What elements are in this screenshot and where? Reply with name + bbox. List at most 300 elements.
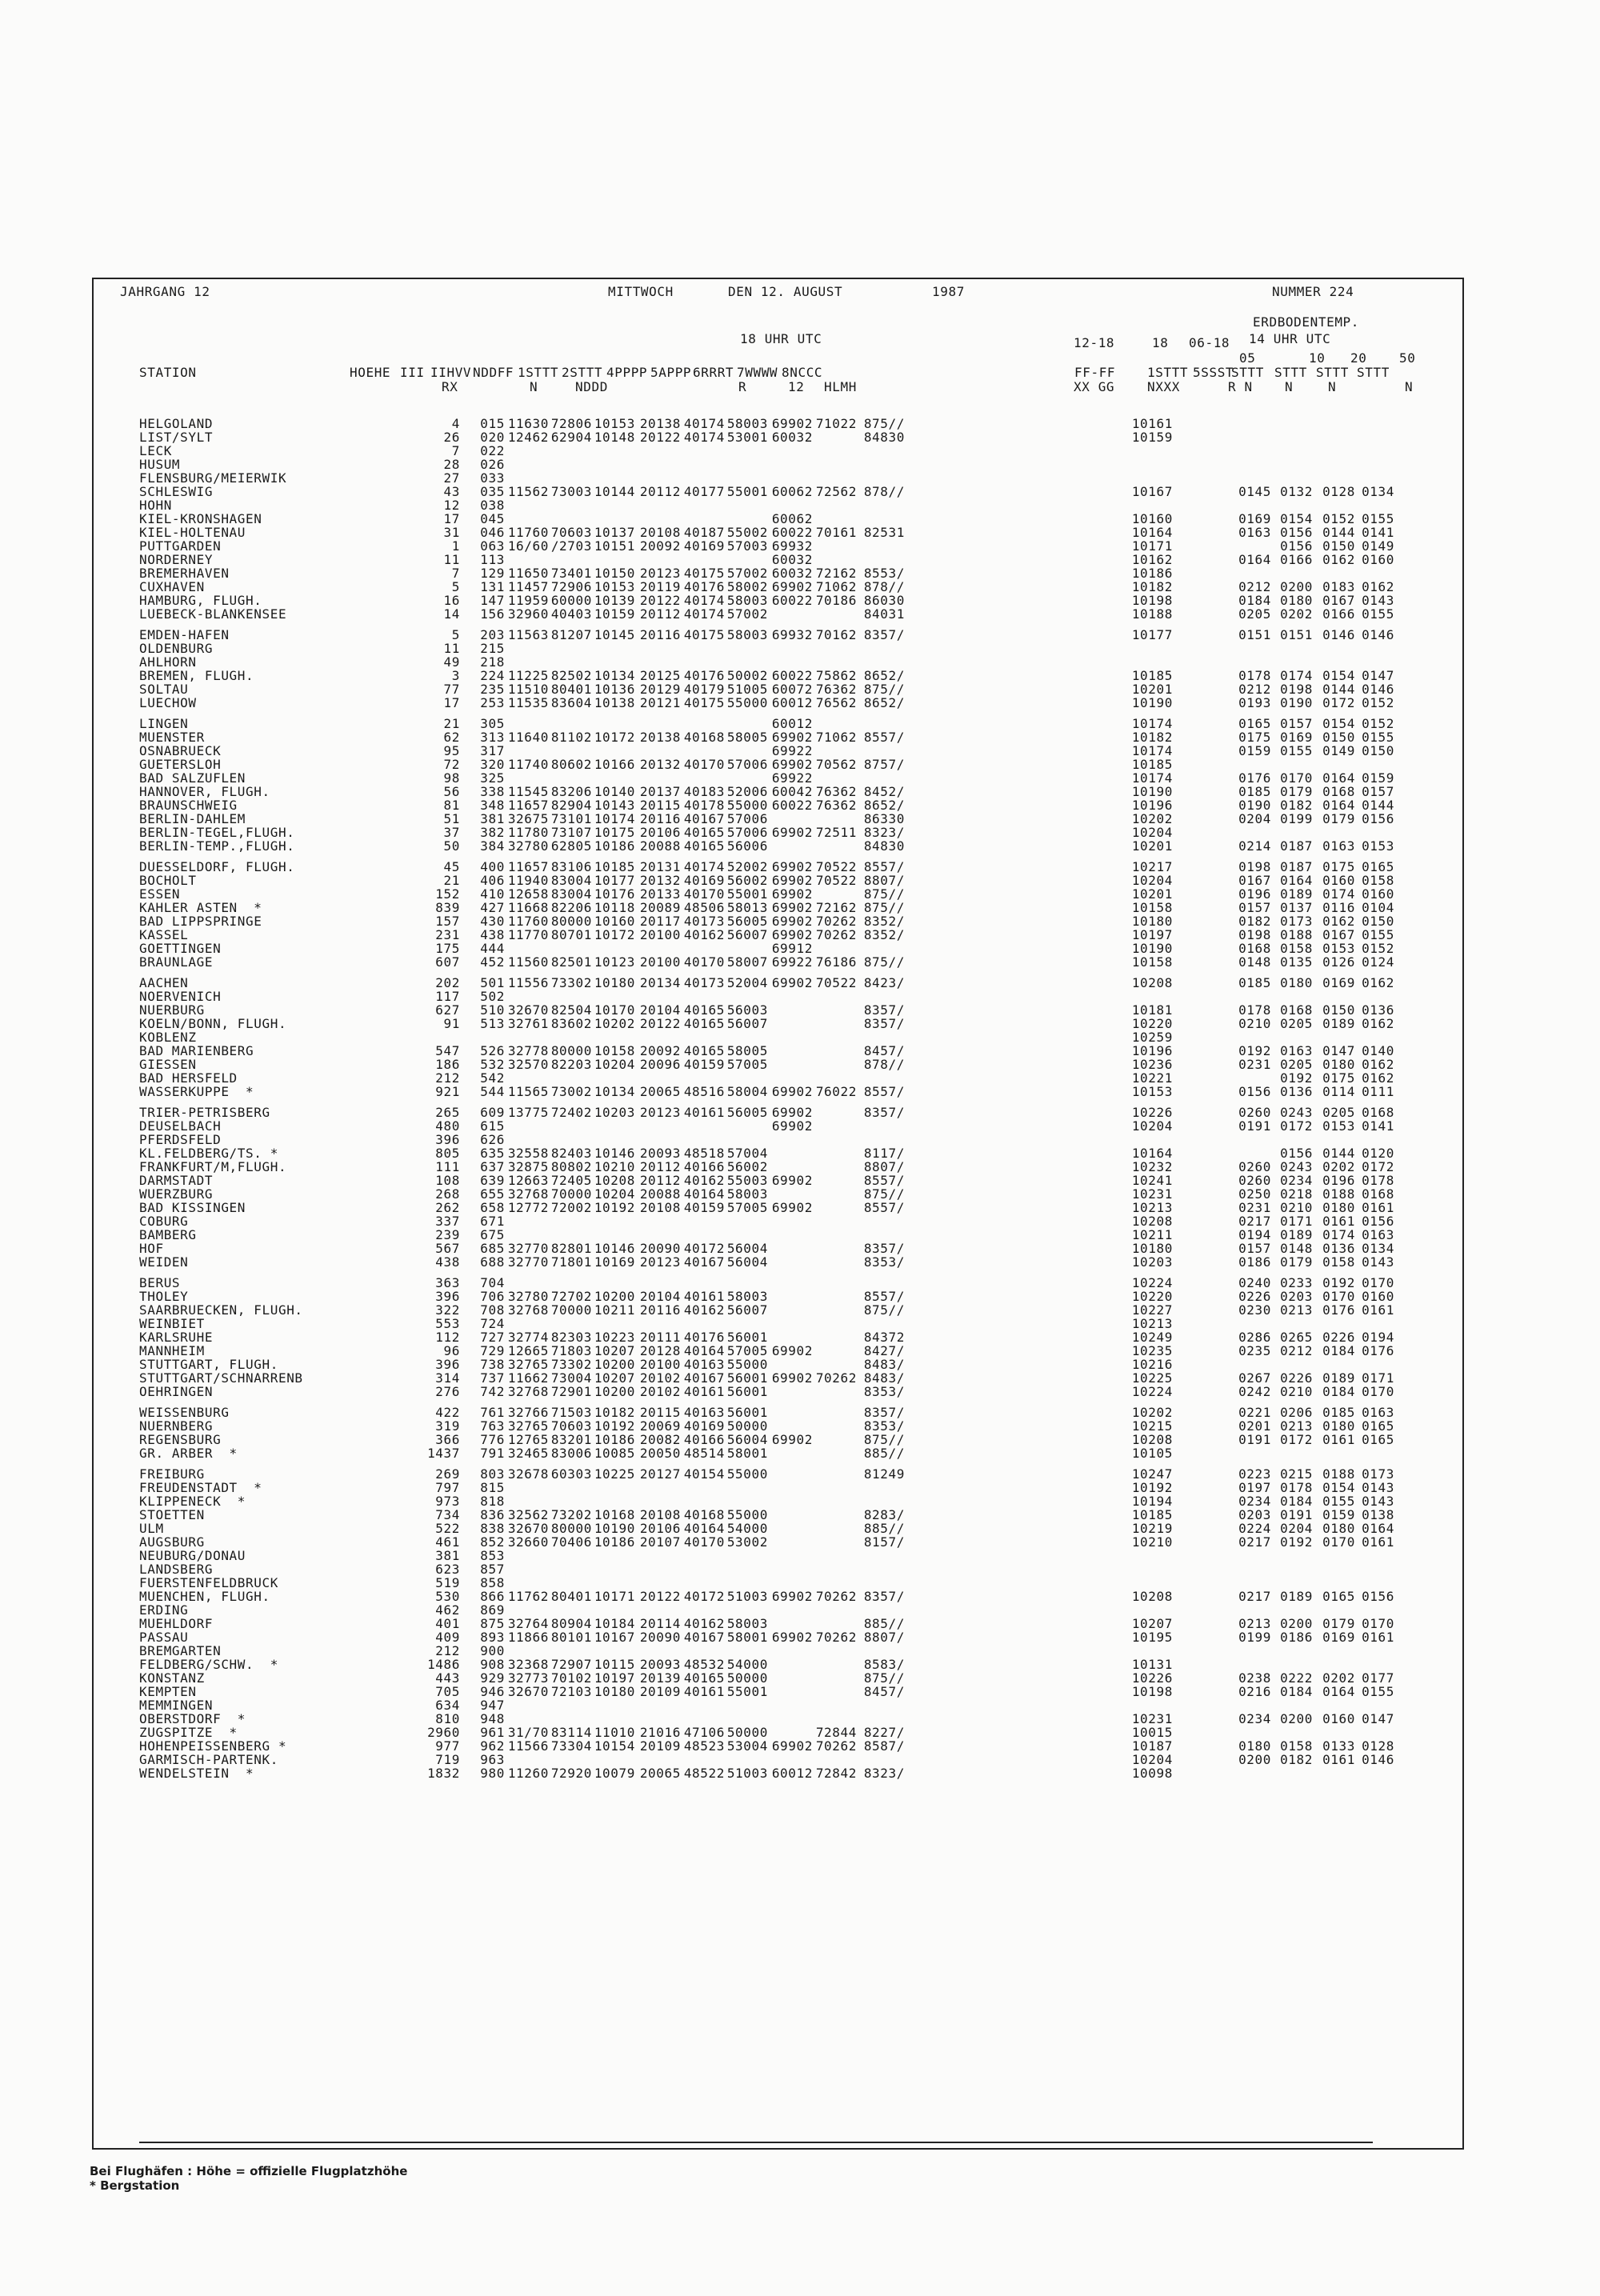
data-cell: 8357/ (863, 1241, 905, 1256)
data-cell: 20092 (639, 538, 681, 554)
data-cell: 0203 (1238, 1507, 1271, 1522)
data-cell: 10227 (1131, 1302, 1173, 1318)
data-cell: 900 (480, 1643, 505, 1658)
data-cell: 0170 (1362, 1616, 1394, 1631)
data-cell: 40175 (683, 566, 725, 581)
data-cell: 0267 (1238, 1370, 1271, 1386)
data-cell: 12665 (507, 1343, 549, 1358)
data-cell: 0154 (1322, 668, 1355, 683)
data-cell: 56001 (726, 1330, 768, 1345)
data-cell: 0172 (1280, 1432, 1313, 1447)
station-name: ERDING (139, 1602, 189, 1618)
data-cell: 84830 (863, 430, 905, 445)
data-cell: 11535 (507, 695, 549, 710)
obs-time-18-utc: 18 UHR UTC (740, 331, 822, 346)
data-cell: 82504 (550, 1002, 592, 1018)
data-cell: 0154 (1322, 716, 1355, 731)
data-cell: 0147 (1362, 668, 1394, 683)
data-cell: 0161 (1362, 1534, 1394, 1550)
data-cell: 0161 (1322, 1432, 1355, 1447)
data-cell: 40165 (683, 1670, 725, 1686)
data-cell: 0178 (1238, 668, 1271, 683)
data-cell: 706 (480, 1289, 505, 1304)
data-cell: 77 (443, 682, 460, 697)
data-cell: 12772 (507, 1200, 549, 1215)
data-cell: 82904 (550, 798, 592, 813)
data-cell: 8483/ (863, 1357, 905, 1372)
station-name: KEMPTEN (139, 1684, 197, 1699)
data-cell: 20115 (639, 798, 681, 813)
data-cell: 0212 (1280, 1343, 1313, 1358)
data-cell: 32765 (507, 1418, 549, 1434)
data-cell: 317 (480, 743, 505, 758)
data-cell: 532 (480, 1057, 505, 1072)
data-cell: 40165 (683, 825, 725, 840)
data-cell: 0162 (1362, 975, 1394, 990)
data-cell: 96 (443, 1343, 460, 1358)
data-cell: 0135 (1280, 954, 1313, 970)
data-cell: 0179 (1280, 784, 1313, 799)
data-cell: 70603 (550, 1418, 592, 1434)
data-cell: 875// (863, 416, 905, 431)
data-cell: 10210 (1131, 1534, 1173, 1550)
data-cell: 0187 (1280, 838, 1313, 854)
station-name: GIESSEN (139, 1057, 197, 1072)
data-cell: 70603 (550, 525, 592, 540)
data-cell: 20123 (639, 1254, 681, 1270)
data-cell: 212 (435, 1070, 460, 1086)
data-cell: 20122 (639, 1589, 681, 1604)
data-cell: 70162 (815, 627, 857, 642)
data-cell: 40169 (683, 873, 725, 888)
data-cell: 10164 (1131, 1146, 1173, 1161)
column-header-subcode: R N (1228, 379, 1253, 394)
data-cell: 526 (480, 1043, 505, 1058)
data-cell: 10153 (1131, 1084, 1173, 1099)
data-cell: 60012 (771, 716, 813, 731)
station-name: NORDERNEY (139, 552, 214, 567)
data-cell: 838 (480, 1521, 505, 1536)
data-cell: 82502 (550, 668, 592, 683)
data-cell: 20125 (639, 668, 681, 683)
data-cell: 70000 (550, 1302, 592, 1318)
data-cell: 0157 (1238, 900, 1271, 915)
data-cell: 0226 (1322, 1330, 1355, 1345)
data-cell: 0172 (1322, 695, 1355, 710)
data-cell: 0162 (1322, 914, 1355, 929)
data-cell: 10225 (594, 1466, 635, 1482)
data-cell: 8357/ (863, 1002, 905, 1018)
station-name: FREIBURG (139, 1466, 205, 1482)
data-cell: 015 (480, 416, 505, 431)
station-name: NOERVENICH (139, 989, 222, 1004)
station-name: BAD MARIENBERG (139, 1043, 254, 1058)
data-cell: 875// (863, 1302, 905, 1318)
data-cell: 0162 (1362, 1016, 1394, 1031)
data-cell: 69902 (771, 873, 813, 888)
data-cell: 0136 (1322, 1241, 1355, 1256)
data-cell: 396 (435, 1132, 460, 1147)
data-cell: 1437 (427, 1446, 460, 1461)
data-cell: 20090 (639, 1241, 681, 1256)
data-cell: 253 (480, 695, 505, 710)
data-cell: 10203 (1131, 1254, 1173, 1270)
data-cell: 727 (480, 1330, 505, 1345)
data-cell: 72402 (550, 1105, 592, 1120)
data-cell: 52006 (726, 784, 768, 799)
data-cell: 0185 (1238, 784, 1271, 799)
data-cell: 10197 (1131, 927, 1173, 942)
data-cell: 10204 (1131, 1118, 1173, 1134)
data-cell: 152 (435, 886, 460, 902)
data-cell: 40174 (683, 416, 725, 431)
data-cell: 0196 (1238, 886, 1271, 902)
data-cell: 0161 (1362, 1200, 1394, 1215)
data-cell: 0145 (1238, 484, 1271, 499)
data-cell: 10177 (594, 873, 635, 888)
data-cell: 8807/ (863, 873, 905, 888)
data-cell: 10134 (594, 668, 635, 683)
data-cell: 32774 (507, 1330, 549, 1345)
data-cell: 10169 (594, 1254, 635, 1270)
data-cell: 396 (435, 1357, 460, 1372)
data-cell: 48516 (683, 1084, 725, 1099)
data-cell: 56004 (726, 1241, 768, 1256)
data-cell: 50000 (726, 1725, 768, 1740)
data-cell: 0188 (1280, 927, 1313, 942)
data-cell: 11640 (507, 730, 549, 745)
data-cell: 0182 (1280, 1752, 1313, 1767)
data-cell: 69902 (771, 1105, 813, 1120)
station-name: MUENSTER (139, 730, 205, 745)
data-cell: 86030 (863, 593, 905, 608)
data-cell: 21 (443, 873, 460, 888)
data-cell: 8423/ (863, 975, 905, 990)
data-cell: 56003 (726, 1002, 768, 1018)
data-cell: 69902 (771, 579, 813, 594)
station-name: MEMMINGEN (139, 1698, 214, 1713)
station-name: COBURG (139, 1214, 189, 1229)
data-cell: 671 (480, 1214, 505, 1229)
data-cell: 547 (435, 1043, 460, 1058)
station-name: FELDBERG/SCHW. * (139, 1657, 278, 1672)
data-cell: 0169 (1322, 1630, 1355, 1645)
data-cell: 70522 (815, 873, 857, 888)
data-cell: 27 (443, 470, 460, 486)
data-cell: 0223 (1238, 1466, 1271, 1482)
data-cell: 0182 (1238, 914, 1271, 929)
data-cell: 761 (480, 1405, 505, 1420)
data-cell: 20122 (639, 430, 681, 445)
data-cell: 10213 (1131, 1200, 1173, 1215)
data-cell: 69922 (771, 743, 813, 758)
station-name: PUTTGARDEN (139, 538, 222, 554)
station-name: LINGEN (139, 716, 189, 731)
data-cell: 685 (480, 1241, 505, 1256)
data-cell: 0231 (1238, 1200, 1271, 1215)
data-cell: 0171 (1362, 1370, 1394, 1386)
station-name: HOF (139, 1241, 164, 1256)
data-cell: 0169 (1322, 975, 1355, 990)
data-cell: 69902 (771, 730, 813, 745)
data-cell: 10203 (594, 1105, 635, 1120)
station-name: BREMERHAVEN (139, 566, 230, 581)
data-cell: 20100 (639, 927, 681, 942)
data-cell: 55002 (726, 525, 768, 540)
data-cell: 8652/ (863, 668, 905, 683)
data-cell: 16/60 (507, 538, 549, 554)
data-cell: 20088 (639, 1186, 681, 1202)
data-cell: 0143 (1362, 1254, 1394, 1270)
data-cell: 0260 (1238, 1105, 1271, 1120)
data-cell: 0210 (1280, 1200, 1313, 1215)
data-cell: 0152 (1322, 511, 1355, 526)
column-header-code: 8NCCC (782, 365, 823, 380)
data-cell: 10231 (1131, 1186, 1173, 1202)
station-name: BRAUNSCHWEIG (139, 798, 238, 813)
data-cell: 10208 (594, 1173, 635, 1188)
data-cell: 0221 (1238, 1405, 1271, 1420)
data-cell: 58007 (726, 954, 768, 970)
data-cell: 0158 (1280, 941, 1313, 956)
data-cell: 0162 (1362, 1057, 1394, 1072)
data-cell: 0114 (1322, 1084, 1355, 1099)
data-cell: 396 (435, 1289, 460, 1304)
data-cell: 60032 (771, 566, 813, 581)
data-cell: 0190 (1280, 695, 1313, 710)
data-cell: 0167 (1322, 593, 1355, 608)
data-cell: 57006 (726, 757, 768, 772)
data-cell: 82206 (550, 900, 592, 915)
data-cell: 0141 (1362, 1118, 1394, 1134)
data-cell: 623 (435, 1562, 460, 1577)
data-cell: 366 (435, 1432, 460, 1447)
data-cell: 0179 (1322, 811, 1355, 826)
data-cell: 20104 (639, 1289, 681, 1304)
station-name: BRAUNLAGE (139, 954, 214, 970)
data-cell: 452 (480, 954, 505, 970)
data-cell: 0157 (1238, 1241, 1271, 1256)
data-cell: 58003 (726, 1186, 768, 1202)
data-cell: 0200 (1238, 1752, 1271, 1767)
data-cell: 462 (435, 1602, 460, 1618)
data-cell: 20108 (639, 1507, 681, 1522)
data-cell: 0167 (1238, 873, 1271, 888)
data-cell: 10146 (594, 1241, 635, 1256)
data-cell: 57006 (726, 825, 768, 840)
data-cell: 32678 (507, 1466, 549, 1482)
station-name: BAD SALZUFLEN (139, 770, 246, 786)
data-cell: 8807/ (863, 1159, 905, 1174)
data-cell: 10241 (1131, 1173, 1173, 1188)
data-cell: 69902 (771, 975, 813, 990)
data-cell: 40168 (683, 1507, 725, 1522)
data-cell: 40167 (683, 1370, 725, 1386)
data-cell: 0164 (1322, 798, 1355, 813)
data-cell: 20092 (639, 1043, 681, 1058)
data-cell: 10172 (594, 927, 635, 942)
data-cell: 60062 (771, 484, 813, 499)
data-cell: 10148 (594, 430, 635, 445)
data-cell: 0150 (1322, 538, 1355, 554)
data-cell: 724 (480, 1316, 505, 1331)
soil-depth-label: 20 (1350, 350, 1367, 366)
data-cell: 0200 (1280, 579, 1313, 594)
data-cell: 382 (480, 825, 505, 840)
data-cell: 0178 (1280, 1480, 1313, 1495)
data-cell: 20122 (639, 593, 681, 608)
data-cell: 8587/ (863, 1738, 905, 1754)
data-cell: 76362 (815, 798, 857, 813)
station-name: WUERZBURG (139, 1186, 214, 1202)
data-cell: 40167 (683, 1630, 725, 1645)
data-cell: 58013 (726, 900, 768, 915)
data-cell: 20138 (639, 730, 681, 745)
station-name: LIST/SYLT (139, 430, 214, 445)
data-cell: 11560 (507, 954, 549, 970)
data-cell: 0189 (1280, 1589, 1313, 1604)
data-cell: 10208 (1131, 1214, 1173, 1229)
data-cell: 32670 (507, 1521, 549, 1536)
station-name: FLENSBURG/MEIERWIK (139, 470, 287, 486)
data-cell: 58003 (726, 1616, 768, 1631)
data-cell: 50000 (726, 1418, 768, 1434)
data-cell: 20109 (639, 1684, 681, 1699)
data-cell: 444 (480, 941, 505, 956)
data-cell: 10187 (1131, 1738, 1173, 1754)
data-cell: 10197 (594, 1670, 635, 1686)
data-cell: 655 (480, 1186, 505, 1202)
data-cell: 8652/ (863, 695, 905, 710)
data-cell: 0193 (1238, 695, 1271, 710)
station-name: KOELN/BONN, FLUGH. (139, 1016, 287, 1031)
data-cell: 60022 (771, 593, 813, 608)
data-cell: 10208 (1131, 1589, 1173, 1604)
data-cell: 10153 (594, 416, 635, 431)
data-cell: 20088 (639, 838, 681, 854)
data-cell: 0260 (1238, 1173, 1271, 1188)
data-cell: 10204 (1131, 873, 1173, 888)
data-cell: 0149 (1322, 743, 1355, 758)
data-cell: 26 (443, 430, 460, 445)
data-cell: 11959 (507, 593, 549, 608)
data-cell: 20123 (639, 566, 681, 581)
data-cell: 0143 (1362, 1494, 1394, 1509)
data-cell: 8352/ (863, 927, 905, 942)
data-cell: 0190 (1238, 798, 1271, 813)
data-cell: 11662 (507, 1370, 549, 1386)
data-cell: 0156 (1362, 811, 1394, 826)
data-cell: 544 (480, 1084, 505, 1099)
station-name: BREMEN, FLUGH. (139, 668, 254, 683)
data-cell: 55000 (726, 798, 768, 813)
data-cell: 567 (435, 1241, 460, 1256)
data-cell: 58005 (726, 1043, 768, 1058)
soil-depth-label: 50 (1399, 350, 1416, 366)
data-cell: 10249 (1131, 1330, 1173, 1345)
station-name: KOBLENZ (139, 1030, 197, 1045)
column-header-code: STTT (1357, 365, 1390, 380)
data-cell: 40169 (683, 1418, 725, 1434)
data-cell: 32778 (507, 1043, 549, 1058)
data-cell: 56002 (726, 873, 768, 888)
data-cell: 704 (480, 1275, 505, 1290)
data-cell: 32875 (507, 1159, 549, 1174)
data-cell: 69922 (771, 954, 813, 970)
data-cell: 37 (443, 825, 460, 840)
data-cell: 83004 (550, 873, 592, 888)
data-cell: 51005 (726, 682, 768, 697)
data-cell: 0158 (1362, 873, 1394, 888)
data-cell: 10235 (1131, 1343, 1173, 1358)
data-cell: 62 (443, 730, 460, 745)
data-cell: 76362 (815, 682, 857, 697)
data-cell: 56006 (726, 838, 768, 854)
data-cell: 10192 (594, 1200, 635, 1215)
data-cell: 40170 (683, 886, 725, 902)
data-cell: 73304 (550, 1738, 592, 1754)
data-cell: 875// (863, 1670, 905, 1686)
data-cell: 0197 (1238, 1480, 1271, 1495)
data-cell: 57005 (726, 1057, 768, 1072)
jahrgang-label: JAHRGANG 12 (120, 284, 210, 299)
data-cell: 0170 (1322, 1289, 1355, 1304)
data-cell: 0148 (1238, 954, 1271, 970)
data-cell: 8117/ (863, 1146, 905, 1161)
data-cell: 0213 (1238, 1616, 1271, 1631)
data-cell: 0150 (1362, 914, 1394, 929)
data-cell: 56005 (726, 1105, 768, 1120)
data-cell: 40170 (683, 757, 725, 772)
data-cell: 10217 (1131, 859, 1173, 874)
data-cell: 10098 (1131, 1766, 1173, 1781)
data-cell: 908 (480, 1657, 505, 1672)
data-cell: 8557/ (863, 1173, 905, 1188)
data-cell: 0156 (1280, 538, 1313, 554)
data-cell: 20112 (639, 1159, 681, 1174)
station-name: BERLIN-TEMP.,FLUGH. (139, 838, 295, 854)
data-cell: 62805 (550, 838, 592, 854)
data-cell: 20119 (639, 579, 681, 594)
data-cell: 86330 (863, 811, 905, 826)
data-cell: 80101 (550, 1630, 592, 1645)
data-cell: 58002 (726, 579, 768, 594)
data-cell: 40154 (683, 1466, 725, 1482)
data-cell: 69902 (771, 1738, 813, 1754)
station-name: BERLIN-DAHLEM (139, 811, 246, 826)
data-cell: 0161 (1322, 1214, 1355, 1229)
column-header-subcode: R (738, 379, 747, 394)
period-12-18: 12-18 (1074, 335, 1115, 350)
data-cell: 10137 (594, 525, 635, 540)
data-cell: 10164 (1131, 525, 1173, 540)
data-cell: 10185 (1131, 1507, 1173, 1522)
data-cell: 313 (480, 730, 505, 745)
data-cell: 58003 (726, 627, 768, 642)
data-cell: 60012 (771, 695, 813, 710)
data-cell: 11657 (507, 798, 549, 813)
data-cell: 71801 (550, 1254, 592, 1270)
data-cell: 58001 (726, 1446, 768, 1461)
data-cell: 875// (863, 886, 905, 902)
data-cell: 82203 (550, 1057, 592, 1072)
data-cell: 11562 (507, 484, 549, 499)
data-cell: 40165 (683, 1043, 725, 1058)
data-cell: 8283/ (863, 1507, 905, 1522)
data-cell: 875// (863, 682, 905, 697)
column-header-subcode: N (530, 379, 538, 394)
year-label: 1987 (932, 284, 965, 299)
